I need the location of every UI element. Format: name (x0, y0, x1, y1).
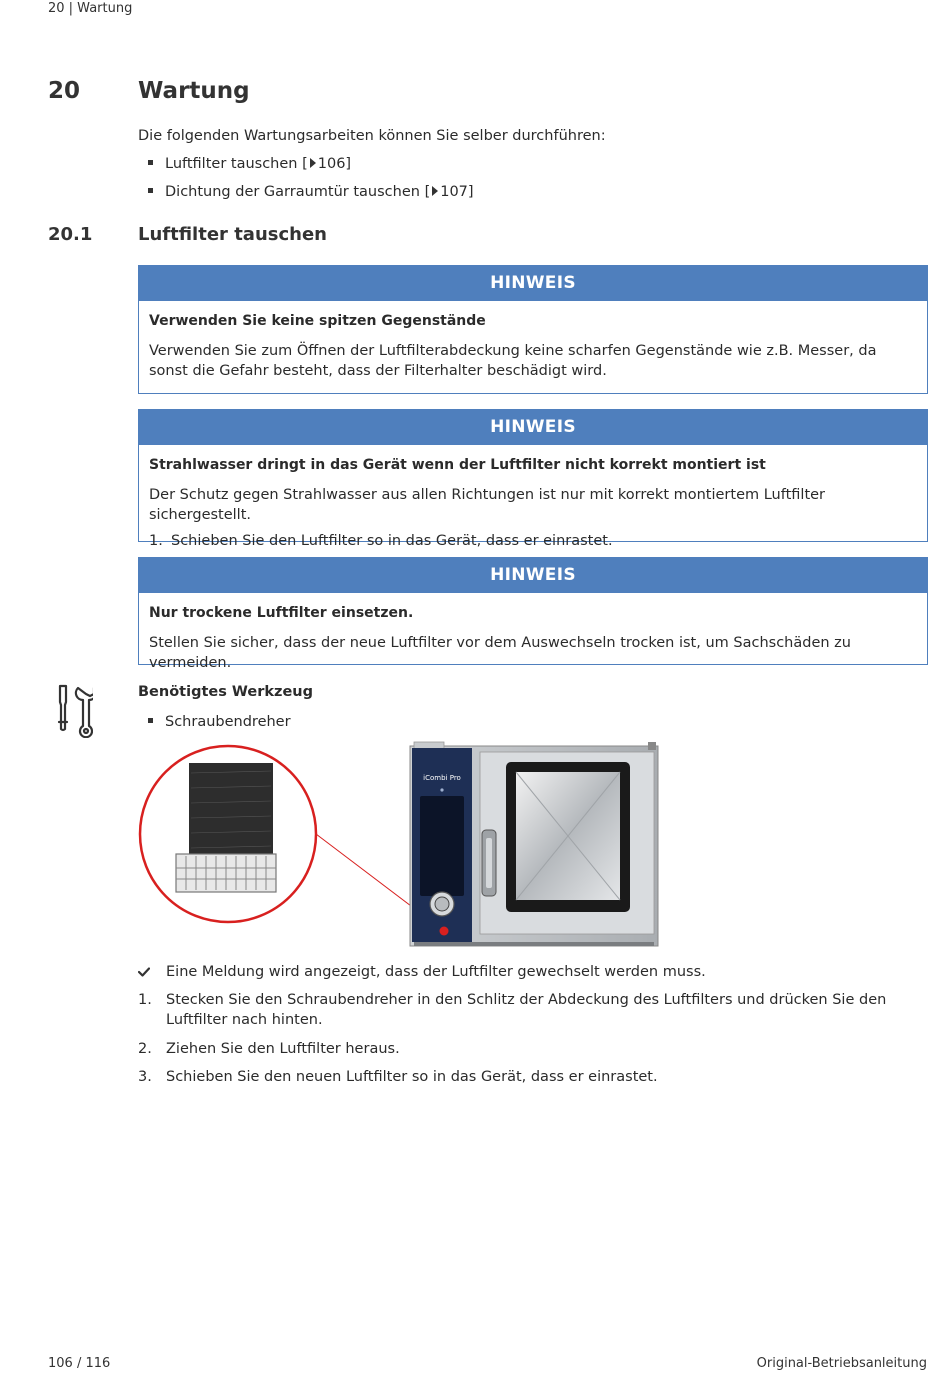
bullet-icon (148, 718, 153, 723)
notice-title: Nur trockene Luftfilter einsetzen. (149, 605, 414, 621)
link-arrow-icon (432, 186, 438, 196)
notice-text: Verwenden Sie zum Öffnen der Luftfilterabdeckung keine scharfen Gegenstände wie z.B. Messer, da sonst die Gefahr besteht, dass der Filterhalter beschädigt wird. (149, 343, 877, 379)
checkmark-icon (138, 966, 150, 978)
result-text: Eine Meldung wird angezeigt, dass der Luftfilter gewechselt werden muss. (166, 964, 706, 980)
notice-box (138, 557, 928, 671)
notice-step-number: 1. (149, 533, 163, 549)
tools-icon (55, 684, 93, 738)
notice-heading: HINWEIS (139, 410, 927, 445)
notice-heading: HINWEIS (139, 558, 927, 593)
bullet-icon (148, 188, 153, 193)
notice-title: Verwenden Sie keine spitzen Gegenstände (149, 313, 486, 329)
document-title: Original-Betriebsanleitung (756, 1356, 927, 1371)
step-text: Stecken Sie den Schraubendreher in den Schlitz der Abdeckung des Luftfilters und drücken Sie den Luftfilter nach hinten. (166, 992, 887, 1028)
tools-item-label: Schraubendreher (165, 714, 291, 730)
chapter-title: Wartung (138, 78, 250, 104)
brand-label: iCombi Pro (423, 774, 461, 782)
notice-title: Strahlwasser dringt in das Gerät wenn der Luftfilter nicht korrekt montiert ist (149, 457, 766, 473)
running-header: 20 | Wartung (48, 1, 133, 16)
notice-text: Der Schutz gegen Strahlwasser aus allen Richtungen ist nur mit korrekt montiertem Luftfilter sichergestellt. (149, 487, 826, 523)
section-number: 20.1 (48, 224, 93, 245)
instruction-step (138, 990, 918, 1030)
page-number: 106 / 116 (48, 1356, 111, 1371)
step-text: Ziehen Sie den Luftfilter heraus. (166, 1041, 400, 1057)
step-number: 2. (138, 1041, 152, 1057)
instruction-step (138, 1067, 918, 1087)
section-title: Luftfilter tauschen (138, 224, 327, 245)
oven-filter-illustration (138, 738, 668, 953)
intro-item-label[interactable]: Dichtung der Garraumtür tauschen [ (165, 184, 431, 200)
notice-box (138, 409, 928, 549)
chapter-number: 20 (48, 78, 81, 104)
intro-item-ref[interactable]: 106] (317, 156, 352, 172)
step-number: 3. (138, 1069, 152, 1085)
intro-item (148, 182, 474, 202)
instruction-step (138, 1039, 918, 1059)
bullet-icon (148, 160, 153, 165)
notice-step (149, 531, 917, 551)
tools-item (148, 712, 291, 732)
intro-text: Die folgenden Wartungsarbeiten können Sie selber durchführen: (138, 128, 606, 144)
intro-item (148, 154, 351, 174)
step-number: 1. (138, 992, 152, 1008)
step-text: Schieben Sie den neuen Luftfilter so in das Gerät, dass er einrastet. (166, 1069, 658, 1085)
link-arrow-icon (310, 158, 316, 168)
notice-heading: HINWEIS (139, 266, 927, 301)
intro-item-label[interactable]: Luftfilter tauschen [ (165, 156, 308, 172)
notice-box (138, 265, 928, 394)
notice-text: Stellen Sie sicher, dass der neue Luftfilter vor dem Auswechseln trocken ist, um Sachschäden zu vermeiden. (149, 635, 851, 671)
intro-item-ref[interactable]: 107] (440, 184, 474, 200)
notice-step-text: Schieben Sie den Luftfilter so in das Gerät, dass er einrastet. (171, 533, 613, 549)
tools-heading: Benötigtes Werkzeug (138, 684, 313, 700)
